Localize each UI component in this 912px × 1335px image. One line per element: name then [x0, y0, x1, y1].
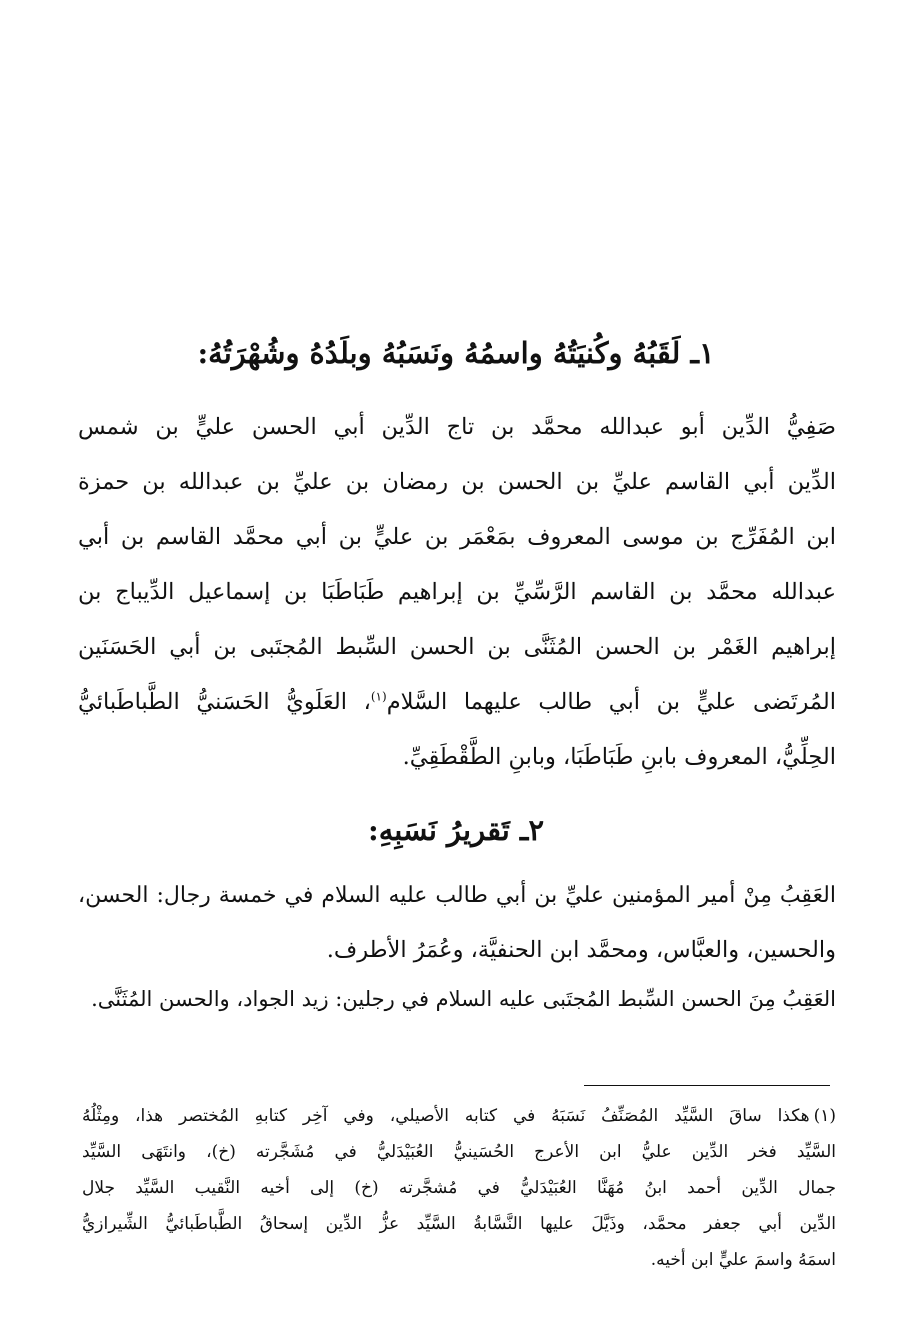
paragraph-line: الحِلِّيُّ، المعروف بابنِ طَبَاطَبَا، وبابنِ الطَّقْطَقِيِّ. — [402, 744, 836, 770]
section-heading-lineage-statement: ٢ـ تَقريرُ نَسَبِهِ: — [367, 813, 545, 847]
paragraph-line: العَقِبُ مِنْ أمير المؤمنين عليِّ بن أبي طالب عليه السلام في خمسة رجال: الحسن، — [78, 883, 836, 908]
footnote-line: اسمَهُ واسمَ عليٍّ ابن أخيه. — [650, 1250, 836, 1270]
paragraph-line: الدِّين أبي القاسم عليِّ بن الحسن بن رمضان بن عليِّ بن عبدالله بن حمزة — [78, 469, 836, 495]
line-text: المُرتَضى عليٍّ بن أبي طالب عليهما السَّلام — [386, 689, 836, 715]
footnote-line: جمال الدِّين أحمد ابنُ مُهَنَّا العُبَيْدَليُّ في مُشجَّرته (خ) إلى أخيه النَّقيب السَّيِّد جلال — [82, 1178, 836, 1198]
paragraph-line: صَفِيُّ الدِّين أبو عبدالله محمَّد بن تاج الدِّين أبي الحسن عليٍّ بن شمس — [78, 414, 836, 440]
footnote-line: الدِّين أبي جعفر محمَّد، وذَيَّلَ عليها النَّسَّابةُ السَّيِّد عزُّ الدِّين إسحاقُ الطَّباطَبائيُّ الشِّيرازيُّ — [82, 1214, 836, 1234]
section-heading-title-lineage: ١ـ لَقَبُهُ وكُنيَتُهُ واسمُهُ ونَسَبُهُ وبلَدُهُ وشُهْرَتُهُ: — [197, 336, 715, 370]
footnote-marker: (١) — [813, 1106, 836, 1126]
paragraph-line: العَقِبُ مِنَ الحسن السِّبط المُجتَبى عليه السلام في رجلين: زيد الجواد، والحسن المُثَنَّى. — [91, 987, 836, 1011]
footnote-line: السَّيِّد فخر الدِّين عليُّ ابن الأعرج الحُسَينيُّ العُبَيْدَليُّ في مُشَجَّرته (خ)، وانتَهَى السَّيِّد — [82, 1142, 836, 1162]
paragraph-line: والحسين، والعبَّاس، ومحمَّد ابن الحنفيَّة، وعُمَرُ الأطرف. — [326, 937, 836, 963]
hasan-progeny-paragraph — [78, 972, 836, 1027]
footnote — [82, 1098, 836, 1278]
lineage-paragraph — [78, 400, 836, 785]
footnote-divider — [584, 1085, 830, 1086]
paragraph-line-with-footnote-ref — [78, 675, 836, 730]
line-text: ، العَلَويُّ الحَسَنيُّ الطَّباطَبائيُّ — [78, 689, 371, 715]
paragraph-line: عبدالله محمَّد بن القاسم الرَّسِّيِّ بن إبراهيم طَبَاطَبَا بن إسماعيل الدِّيباج بن — [78, 579, 836, 605]
footnote-line — [82, 1098, 836, 1134]
footnote-reference: (١) — [370, 689, 387, 704]
progeny-paragraph — [78, 868, 836, 978]
footnote-text: هكذا ساقَ السَّيِّد المُصَنِّفُ نَسَبَهُ في كتابه الأصيلي، وفي آخِر كتابهِ المُختصر هذا، ومِثْلُهُ — [82, 1106, 810, 1126]
paragraph-line: إبراهيم الغَمْر بن الحسن المُثَنَّى بن الحسن السِّبط المُجتَبى بن أبي الحَسَنَين — [78, 634, 836, 660]
paragraph-line: ابن المُفَرِّج بن موسى المعروف بمَعْمَر بن عليٍّ بن أبي محمَّد القاسم بن أبي — [78, 524, 836, 550]
